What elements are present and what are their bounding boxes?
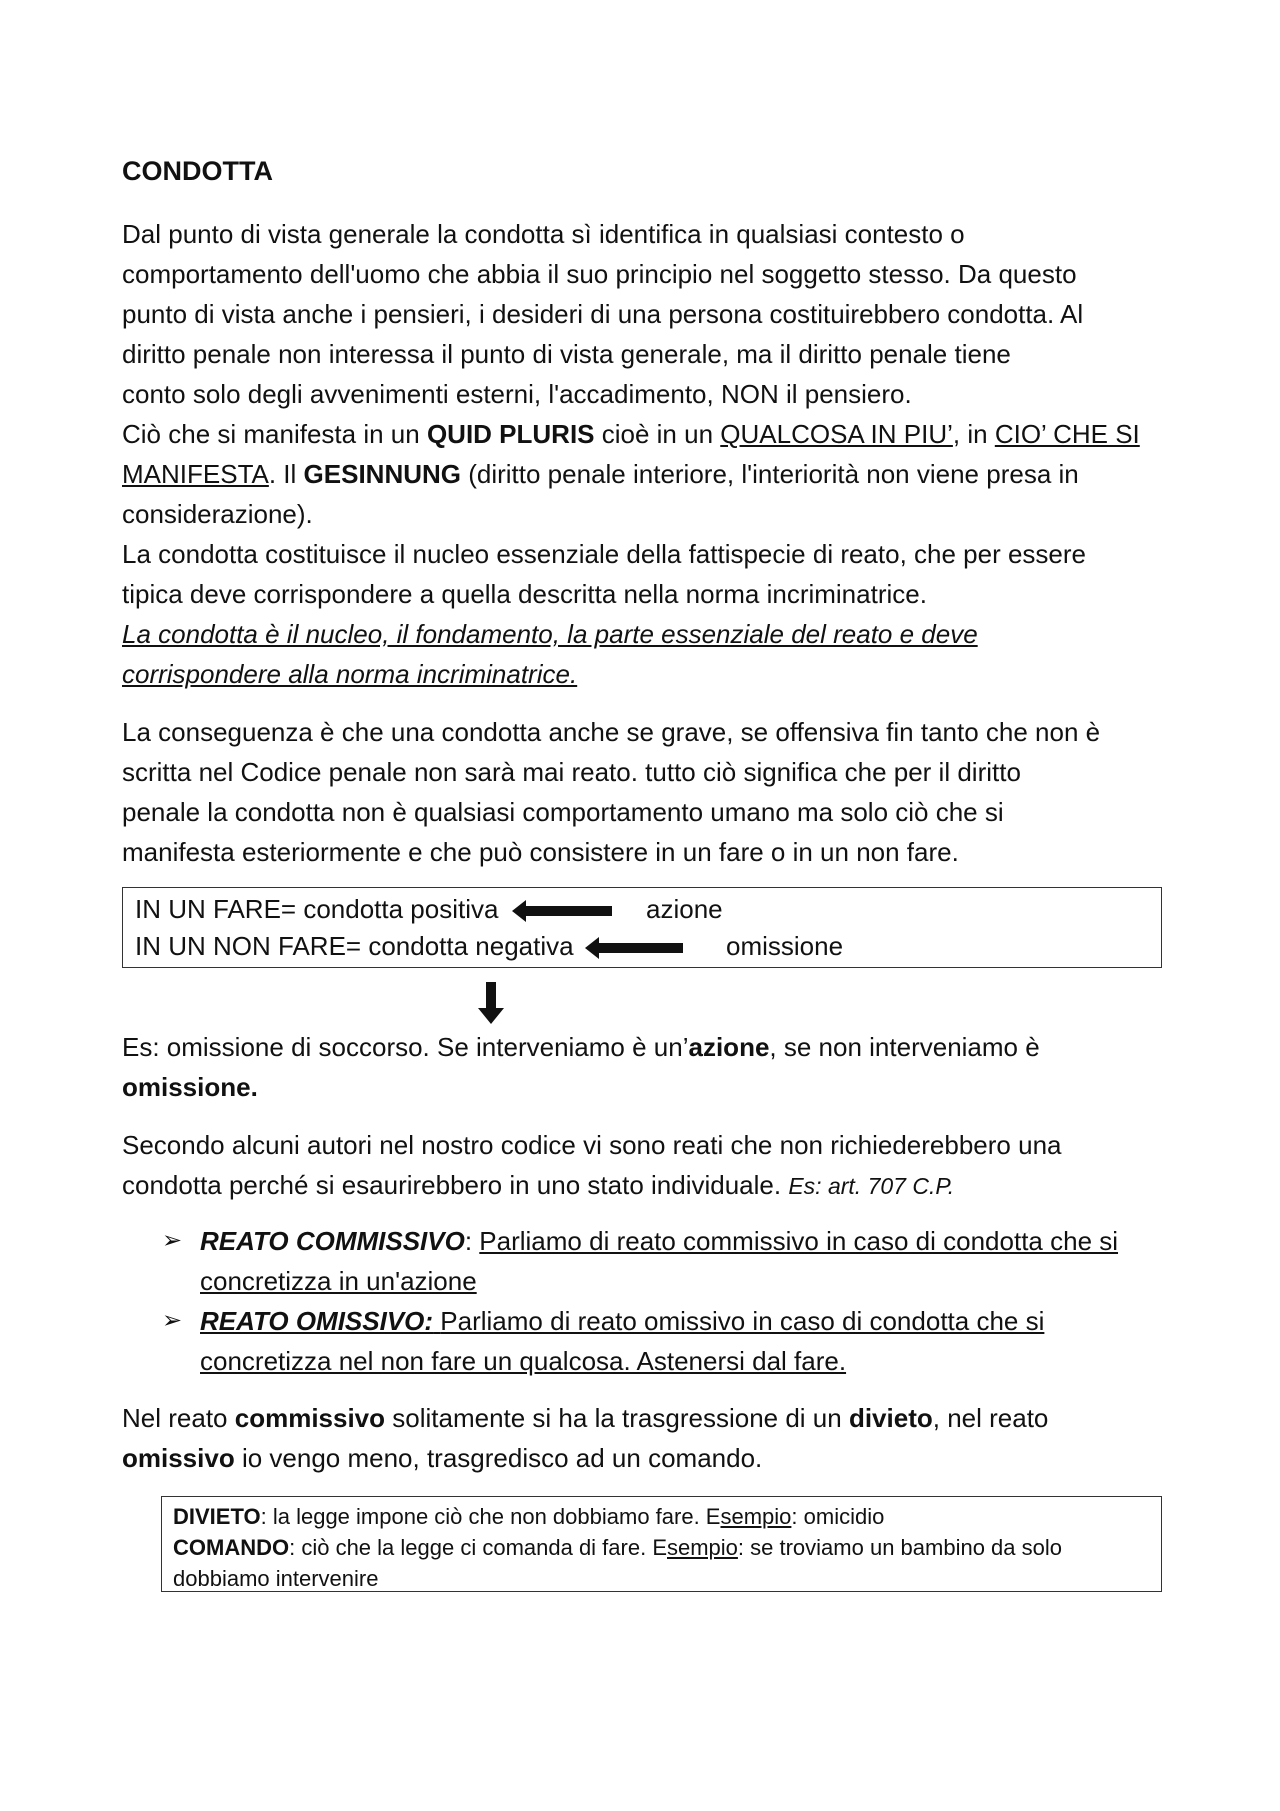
arrow-down-icon	[478, 982, 504, 1024]
consequence-paragraph	[122, 712, 1168, 872]
reato-omissivo-term: REATO OMISSIVO:	[200, 1306, 434, 1336]
text-span: : omicidio	[791, 1504, 885, 1529]
arrow-bullet-icon: ➢	[162, 1227, 183, 1254]
negative-conduct-label: IN UN NON FARE= condotta negativa	[135, 931, 574, 961]
crime-types-list	[122, 1221, 1168, 1381]
text-line: penale la condotta non è qualsiasi comportamento umano ma solo ciò che si	[122, 797, 1004, 827]
omissione-term: omissione.	[122, 1072, 258, 1102]
arrow-left-icon	[512, 900, 614, 922]
list-item	[122, 1221, 1168, 1301]
text-line: La condotta costituisce il nucleo essenziale della fattispecie di reato, che per essere	[122, 539, 1087, 569]
key-definition-line: corrispondere alla norma incriminatrice.	[122, 659, 578, 689]
text-line: conto solo degli avvenimenti esterni, l'accadimento, NON il pensiero.	[122, 379, 912, 409]
text-line: scritta nel Codice penale non sarà mai reato. tutto ciò significa che per il diritto	[122, 757, 1021, 787]
text-span: sempio	[667, 1535, 738, 1560]
commissivo-definition: Parliamo di reato commissivo in caso di condotta che si	[479, 1226, 1119, 1256]
quid-pluris-term: QUID PLURIS	[426, 419, 595, 449]
commissivo-term: commissivo	[234, 1403, 386, 1433]
text-span: : ciò che la legge ci comanda di fare. E	[289, 1535, 667, 1560]
text-span: : se troviamo un bambino da solo	[737, 1535, 1062, 1560]
text-span: :	[464, 1226, 480, 1256]
text-line	[122, 1438, 1168, 1478]
text-line: Dal punto di vista generale la condotta sì identifica in qualsiasi contesto o	[122, 219, 965, 249]
text-line: tipica deve corrispondere a quella descritta nella norma incriminatrice.	[122, 579, 927, 609]
divieto-label: DIVIETO	[173, 1504, 261, 1529]
omissivo-definition: Parliamo di reato omissivo in caso di condotta che si	[440, 1306, 1045, 1336]
azione-term: azione	[688, 1032, 770, 1062]
text-span: : la legge impone ciò che non dobbiamo fare. E	[260, 1504, 721, 1529]
text-line: Secondo alcuni autori nel nostro codice vi sono reati che non richiederebbero una	[122, 1130, 1062, 1160]
text-span: Es: omissione di soccorso. Se interveniamo è un’	[122, 1032, 689, 1062]
omissivo-term: omissivo	[122, 1443, 235, 1473]
cio-che-si-manifesta-term: CIO’ CHE SI	[994, 419, 1140, 449]
example-line	[122, 1027, 1168, 1067]
comando-label: COMANDO	[173, 1535, 290, 1560]
text-span: , in	[952, 419, 995, 449]
azione-label: azione	[646, 894, 723, 924]
text-span: Nel reato	[122, 1403, 235, 1433]
divieto-term: divieto	[848, 1403, 933, 1433]
quid-pluris-line	[122, 414, 1168, 454]
text-line: punto di vista anche i pensieri, i desideri di una persona costituirebbero condotta. Al	[122, 299, 1084, 329]
text-line: diritto penale non interessa il punto di vista generale, ma il diritto penale tiene	[122, 339, 1011, 369]
text-span: . Il	[268, 459, 304, 489]
text-span: , nel reato	[932, 1403, 1049, 1433]
gesinnung-term: GESINNUNG	[303, 459, 461, 489]
text-line: manifesta esteriormente e che può consistere in un fare o in un non fare.	[122, 837, 959, 867]
omissione-label: omissione	[726, 931, 844, 961]
key-definition-line: La condotta è il nucleo, il fondamento, la parte essenziale del reato e deve	[122, 619, 978, 649]
text-span: , se non interveniamo è	[769, 1032, 1040, 1062]
text-span: condotta perché si esaurirebbero in uno stato individuale.	[122, 1170, 782, 1200]
example-paragraph	[122, 1027, 1168, 1107]
text-line	[122, 1165, 1168, 1206]
arrow-bullet-icon: ➢	[162, 1307, 183, 1334]
comando-definition-cont: dobbiamo intervenire	[173, 1566, 379, 1591]
text-line: comportamento dell'uomo che abbia il suo principio nel soggetto stesso. Da questo	[122, 259, 1077, 289]
commissivo-definition: concretizza in un'azione	[200, 1266, 477, 1296]
text-span: (diritto penale interiore, l'interiorità non viene presa in	[461, 459, 1079, 489]
intro-paragraph	[122, 214, 1168, 694]
text-span: sempio	[720, 1504, 792, 1529]
list-item	[122, 1301, 1168, 1381]
reato-commissivo-term: REATO COMMISSIVO	[200, 1226, 465, 1256]
negative-conduct-row	[135, 928, 1149, 965]
text-span: solitamente si ha la trasgressione di un	[385, 1403, 849, 1433]
positive-conduct-row	[135, 891, 1149, 928]
authors-paragraph	[122, 1125, 1168, 1206]
qualcosa-in-piu-term: QUALCOSA IN PIU’	[720, 419, 953, 449]
divieto-definition	[173, 1501, 1150, 1532]
page-title: CONDOTTA	[122, 156, 273, 186]
conduct-types-box	[122, 887, 1162, 968]
text-line: La conseguenza è che una condotta anche se grave, se offensiva fin tanto che non è	[122, 717, 1101, 747]
text-line	[122, 1398, 1168, 1438]
positive-conduct-label: IN UN FARE= condotta positiva	[135, 894, 499, 924]
text-span: io vengo meno, trasgredisco ad un comando.	[234, 1443, 763, 1473]
comando-definition	[173, 1532, 1150, 1563]
text-span: Ciò che si manifesta in un	[122, 419, 427, 449]
manifesta-term: MANIFESTA	[122, 459, 269, 489]
gesinnung-line	[122, 454, 1168, 494]
divieto-comando-paragraph	[122, 1398, 1168, 1478]
text-span: cioè in un	[594, 419, 721, 449]
text-line: considerazione).	[122, 499, 313, 529]
arrow-left-icon	[585, 937, 685, 959]
article-reference: Es: art. 707 C.P.	[788, 1173, 955, 1199]
definitions-box	[161, 1496, 1162, 1592]
omissivo-definition: concretizza nel non fare un qualcosa. Astenersi dal fare.	[200, 1346, 847, 1376]
